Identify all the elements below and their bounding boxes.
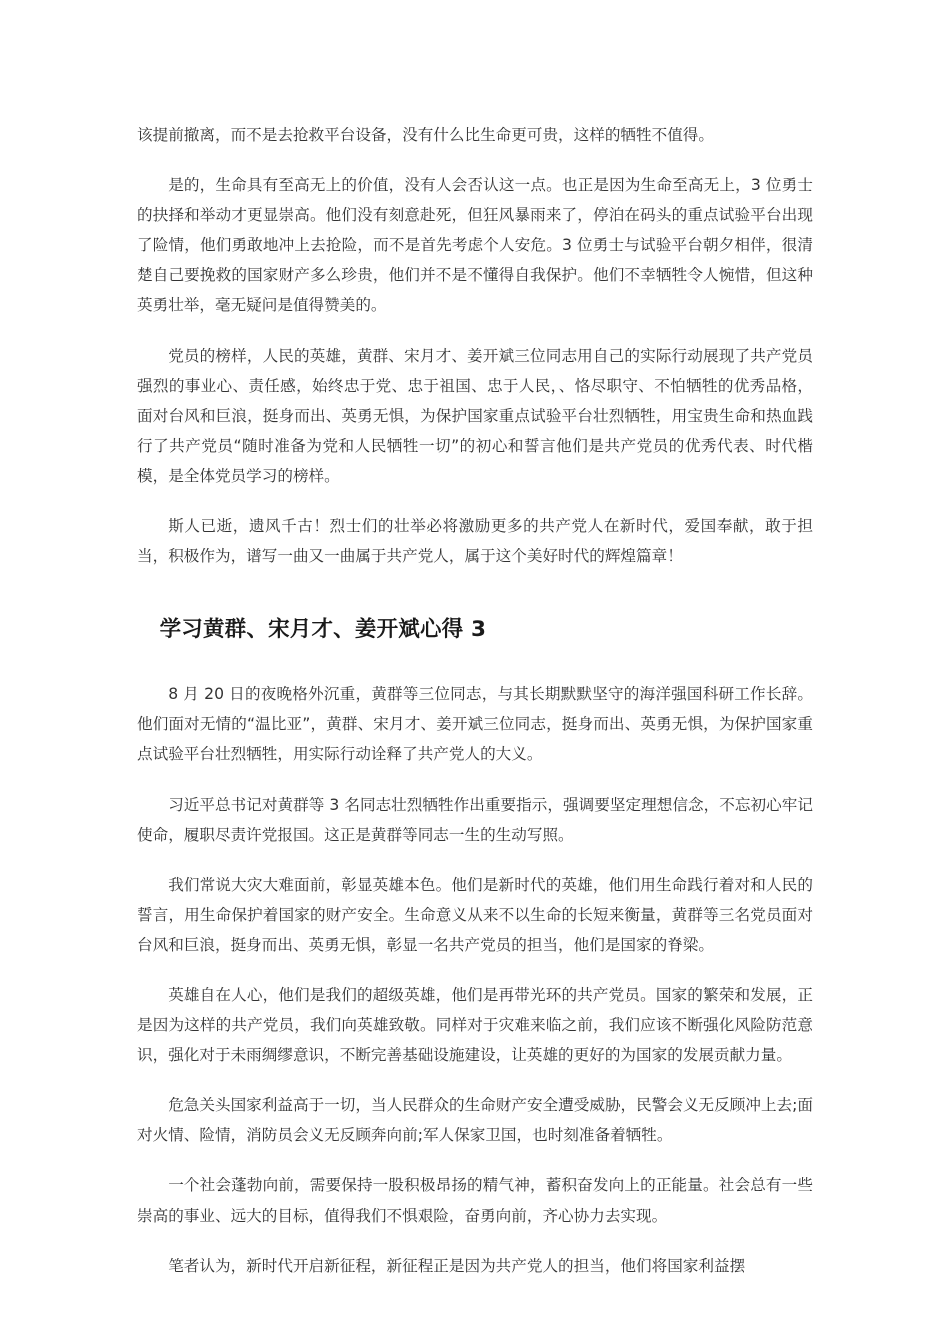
paragraph: 危急关头国家利益高于一切，当人民群众的生命财产安全遭受威胁，民警会义无反顾冲上去;面对火情、险情，消防员会义无反顾奔向前;军人保家卫国，也时刻准备着牺牲。 bbox=[137, 1096, 813, 1145]
section-heading-block bbox=[137, 615, 813, 645]
paragraph: 我们常说大灾大难面前，彰显英雄本色。他们是新时代的英雄，他们用生命践行着对和人民的誓言，用生命保护着国家的财产安全。生命意义从来不以生命的长短来衡量，黄群等三名党员面对台风和巨浪，挺身而出、英勇无惧，彰显一名共产党员的担当，他们是国家的脊梁。 bbox=[137, 875, 813, 954]
paragraph: 一个社会蓬勃向前，需要保持一股积极昂扬的精气神，蓄积奋发向上的正能量。社会总有一些崇高的事业、远大的目标，值得我们不惧艰险，奋勇向前，齐心协力去实现。 bbox=[137, 1176, 813, 1225]
paragraph: 是的，生命具有至高无上的价值，没有人会否认这一点。也正是因为生命至高无上，3 位勇士的抉择和举动才更显崇高。他们没有刻意赴死，但狂风暴雨来了，停泊在码头的重点试验平台出现了险情，他们勇敢地冲上去抢险，而不是首先考虑个人安危。3 位勇士与试验平台朝夕相伴，很清楚自己要挽救的国家财产多么珍贵，他们并不是不懂得自我保护。他们不幸牺牲令人惋惜，但这种英勇壮举，毫无疑问是值得赞美的。 bbox=[137, 176, 813, 315]
paragraph: 党员的榜样，人民的英雄，黄群、宋月才、姜开斌三位同志用自己的实际行动展现了共产党员强烈的事业心、责任感，始终忠于党、忠于祖国、忠于人民，、恪尽职守、不怕牺牲的优秀品格，面对台风和巨浪，挺身而出、英勇无惧，为保护国家重点试验平台壮烈牺牲，用宝贵生命和热血践行了共产党员“随时准备为党和人民牺牲一切”的初心和誓言他们是共产党员的优秀代表、时代楷模，是全体党员学习的榜样。 bbox=[137, 346, 813, 485]
document-body bbox=[137, 120, 813, 1281]
paragraph: 习近平总书记对黄群等 3 名同志壮烈牺牲作出重要指示，强调要坚定理想信念，不忘初心牢记使命，履职尽责许党报国。这正是黄群等同志一生的生动写照。 bbox=[137, 795, 813, 844]
section-heading: 学习黄群、宋月才、姜开斌心得 3 bbox=[159, 617, 487, 643]
paragraph: 笔者认为，新时代开启新征程，新征程正是因为共产党人的担当，他们将国家利益摆 bbox=[168, 1256, 746, 1275]
paragraph: 英雄自在人心，他们是我们的超级英雄，他们是再带光环的共产党员。国家的繁荣和发展，正是因为这样的共产党员，我们向英雄致敬。同样对于灾难来临之前，我们应该不断强化风险防范意识，强化对于未雨绸缪意识，不断完善基础设施建设，让英雄的更好的为国家的发展贡献力量。 bbox=[137, 985, 813, 1065]
paragraph: 该提前撤离，而不是去抢救平台设备，没有什么比生命更可贵，这样的牺牲不值得。 bbox=[137, 126, 714, 144]
paragraph: 8 月 20 日的夜晚格外沉重，黄群等三位同志，与其长期默默坚守的海洋强国科研工作长辞。他们面对无情的“温比亚”，黄群、宋月才、姜开斌三位同志，挺身而出、英勇无惧，为保护国家重点试验平台壮烈牺牲，用实际行动诠释了共产党人的大义。 bbox=[137, 685, 813, 764]
paragraph: 斯人已逝，遗风千古！烈士们的壮举必将激励更多的共产党人在新时代，爱国奉献，敢于担当，积极作为，谱写一曲又一曲属于共产党人，属于这个美好时代的辉煌篇章！ bbox=[137, 517, 813, 566]
